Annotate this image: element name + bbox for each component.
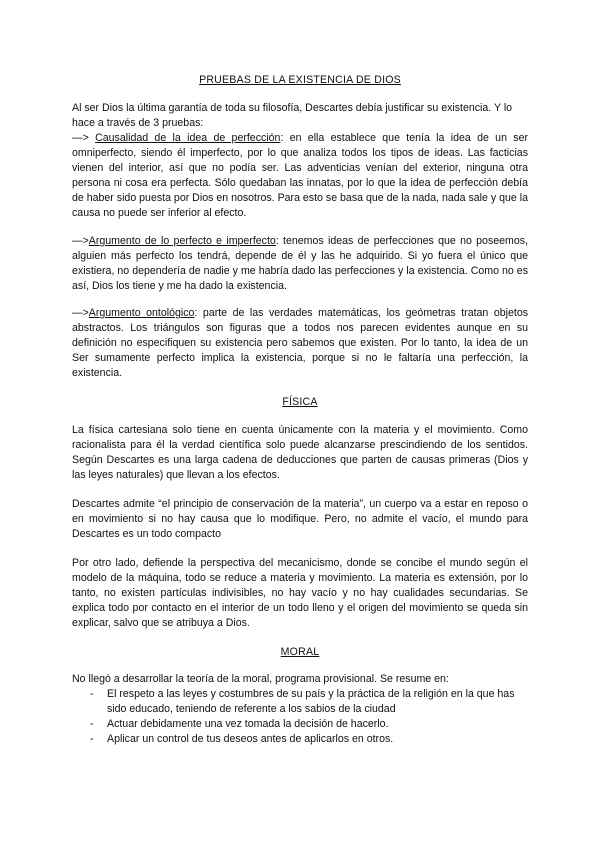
list-item — [72, 717, 528, 732]
list-item — [72, 687, 528, 717]
proof-perfect-paragraph — [72, 234, 528, 294]
arrow-glyph: —> — [72, 132, 96, 144]
bullet-dash: - — [90, 718, 94, 731]
physics-paragraph-1: La física cartesiana solo tiene en cuenta únicamente con la materia y el movimiento. Como racionalista para él la verdad científica solo puede alcanzarse prescindiendo de los sentidos. Según Descartes es una larga cadena de deducciones que parten de causas primeras (Dios y las leyes naturales) que llevan a los efectos. — [72, 424, 528, 482]
arrow-glyph: —> — [72, 307, 89, 319]
proof-causality-paragraph — [72, 131, 528, 222]
bullet-dash: - — [90, 733, 94, 746]
list-item — [72, 732, 528, 747]
physics-paragraph-3: Por otro lado, defiende la perspectiva del mecanicismo, donde se concibe el mundo según el modelo de la máquina, todo se reduce a materia y movimiento. La materia es extensión, por lo tanto, no existen partículas indivisibles, no hay vacío y no hay cualidades secundarias. Se explica todo por contacto en el interior de un todo lleno y el origen del movimiento se queda sin explicar, salvo que se atribuya a Dios. — [72, 557, 528, 630]
moral-item-text: Aplicar un control de tus deseos antes de aplicarlos en otros. — [107, 733, 394, 746]
proof-causality-text: : en ella establece que tenía la idea de un ser omniperfecto, siendo él imperfecto, por lo que analiza todos los tipos de ideas. Las facticias vienen del interior, así que no podía ser. Las adventicias venían del exterior, ninguna otra persona ni cosa era perfecta. Sólo quedaban las innatas, por lo que la idea de perfección debía de haber sido puesta por Dios en nosotros. Para esto se basa que de la nada, nada sale y que la causa no puede ser inferior al efecto. — [72, 132, 528, 220]
proof-ontological-title: Argumento ontológico — [88, 307, 195, 319]
moral-intro-paragraph: No llegó a desarrollar la teoría de la moral, programa provisional. Se resume en: — [72, 673, 449, 685]
arrow-glyph: —> — [72, 235, 89, 247]
proof-perfect-text: : tenemos ideas de perfecciones que no poseemos, alguien más perfecto los tendrá, depende de él y las he adquirido. Si yo fuera el único que existiera, no dependería de nadie y me habría dado las perfecciones y la existencia. Como no es así, Dios los tiene y me ha dado la existencia. — [72, 235, 528, 293]
heading-physics: FÍSICA — [282, 396, 318, 408]
proof-ontological-text: : parte de las verdades matemáticas, los geómetras tratan objetos abstractos. Los triángulos son figuras que a todos nos parecen evidentes aunque en su definición no especifiquen su existencia pero sabemos que existen. Por lo tanto, la idea de un Ser sumamente perfecto implica la existencia, porque si no le faltaría una perfección, la existencia. — [72, 307, 529, 380]
proof-ontological-paragraph — [72, 306, 528, 381]
moral-item-text: El respeto a las leyes y costumbres de su país y la práctica de la religión en la que has sido educado, teniendo de referente a los sabios de la ciudad — [107, 688, 515, 716]
heading-moral: MORAL — [280, 646, 320, 658]
intro-paragraph: Al ser Dios la última garantía de toda su filosofía, Descartes debía justificar su existencia. Y lo hace a través de 3 pruebas: — [72, 102, 513, 130]
moral-item-text: Actuar debidamente una vez tomada la decisión de hacerlo. — [107, 718, 389, 731]
heading-proofs: PRUEBAS DE LA EXISTENCIA DE DIOS — [199, 74, 401, 86]
moral-list — [72, 687, 528, 747]
physics-paragraph-2: Descartes admite “el principio de conservación de la materia”, un cuerpo va a estar en reposo o en movimiento si no hay causa que lo modifique. Pero, no admite el vacío, el mundo para Descartes es un todo compacto — [72, 498, 528, 541]
bullet-dash: - — [90, 688, 94, 700]
proof-perfect-title: Argumento de lo perfecto e imperfecto — [88, 235, 276, 247]
proof-causality-title: Causalidad de la idea de perfección — [95, 132, 281, 144]
